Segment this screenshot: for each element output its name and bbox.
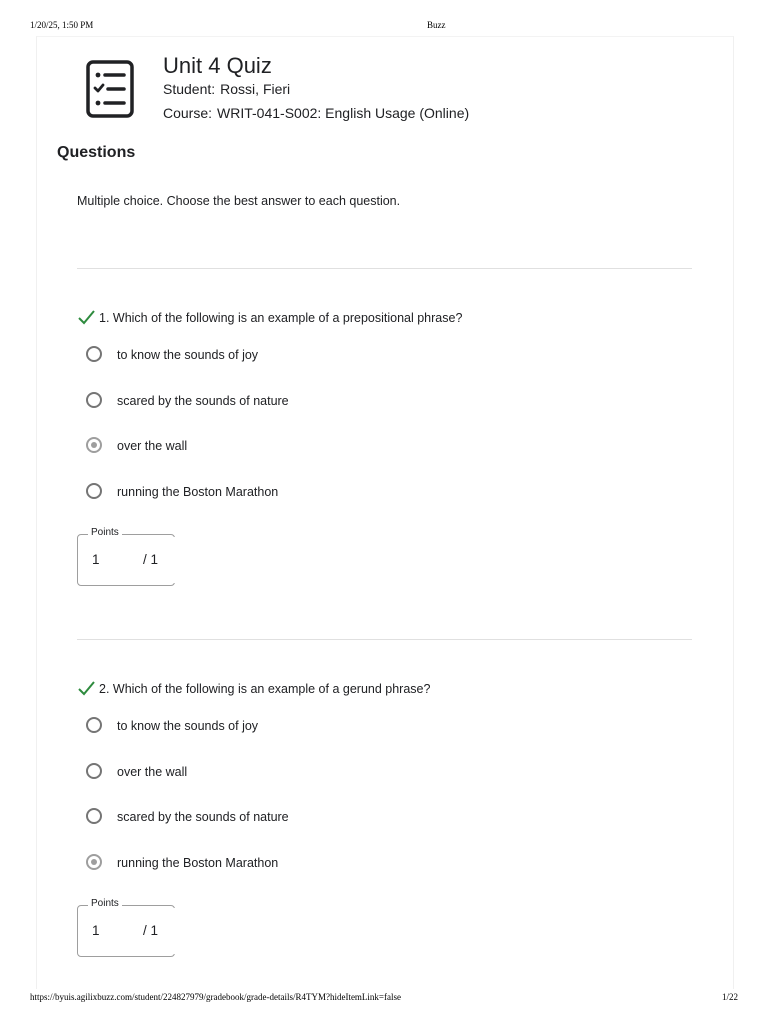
points-field [77,527,175,586]
radio-button-selected[interactable] [86,437,102,453]
radio-button[interactable] [86,392,102,408]
answer-label: running the Boston Marathon [117,856,279,870]
answer-option-selected[interactable] [86,854,486,876]
radio-button[interactable] [86,763,102,779]
answer-label: to know the sounds of joy [117,719,259,733]
checkmark-icon [77,680,96,697]
radio-button[interactable] [86,483,102,499]
course-label: Course: [163,105,213,121]
print-url: https://byuis.agilixbuzz.com/student/224827979/gradebook/grade-details/R4TYM?hideItemLink=false [30,992,401,1002]
answer-label: to know the sounds of joy [117,348,259,362]
answer-label: over the wall [117,439,188,453]
print-header [0,20,768,32]
answer-option[interactable] [86,763,486,785]
question-text: 1. Which of the following is an example of a prepositional phrase? [99,311,463,325]
question-header [77,680,692,700]
points-field [77,898,175,957]
answer-option[interactable] [86,346,486,368]
points-max: / 1 [143,923,159,938]
student-label: Student: [163,81,216,97]
radio-button[interactable] [86,808,102,824]
quiz-title: Unit 4 Quiz [163,53,272,78]
question-2 [77,680,692,960]
points-max: / 1 [143,552,159,567]
print-site-title: Buzz [427,20,446,30]
print-page-number: 1/22 [721,992,738,1002]
answer-label: scared by the sounds of nature [117,394,289,408]
answer-label: over the wall [117,765,188,779]
checklist-icon [86,60,134,118]
points-earned: 1 [92,923,100,938]
radio-button[interactable] [86,717,102,733]
divider [77,268,692,269]
points-earned: 1 [92,552,100,567]
answer-option[interactable] [86,392,486,414]
student-info [163,81,290,97]
print-datetime: 1/20/25, 1:50 PM [30,20,94,30]
radio-button[interactable] [86,346,102,362]
course-name: WRIT-041-S002: English Usage (Online) [217,105,470,121]
course-info [163,105,469,121]
print-footer [0,992,768,1004]
points-label: Points [88,527,122,538]
answer-option[interactable] [86,483,486,505]
question-1 [77,309,692,589]
answer-option[interactable] [86,808,486,830]
checkmark-icon [77,309,96,326]
answer-label: running the Boston Marathon [117,485,279,499]
section-title: Questions [57,144,136,161]
instructions: Multiple choice. Choose the best answer to each question. [77,194,401,208]
answer-option[interactable] [86,717,486,739]
question-text: 2. Which of the following is an example of a gerund phrase? [99,682,431,696]
divider [77,639,692,640]
question-header [77,309,692,329]
radio-button-selected[interactable] [86,854,102,870]
answer-label: scared by the sounds of nature [117,810,289,824]
points-label: Points [88,898,122,909]
answer-option-selected[interactable] [86,437,486,459]
student-name: Rossi, Fieri [220,81,291,97]
